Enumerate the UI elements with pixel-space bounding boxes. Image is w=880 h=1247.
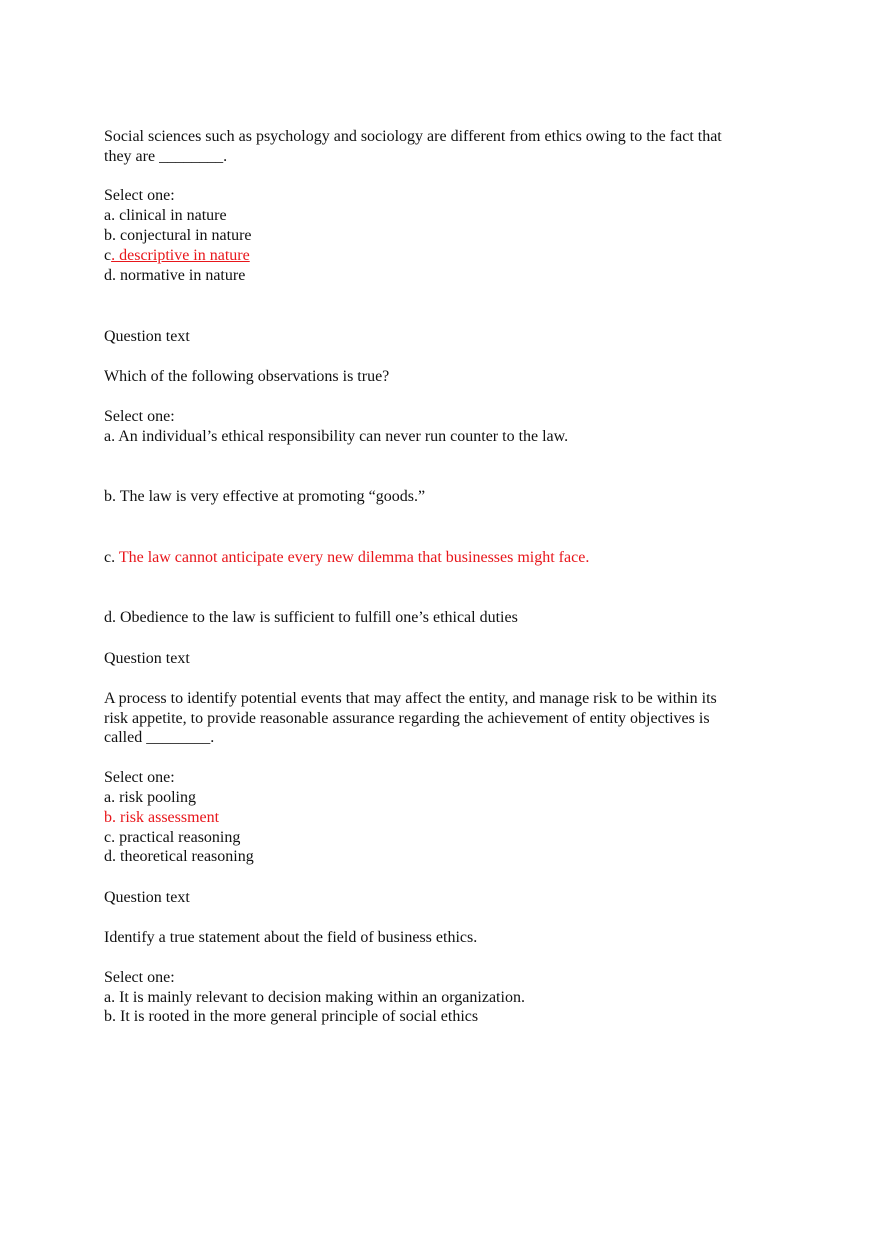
q2-stem: Which of the following observations is true? xyxy=(104,368,390,385)
q4-option-a: a. It is mainly relevant to decision making within an organization. xyxy=(104,989,525,1006)
q1-option-b: b. conjectural in nature xyxy=(104,227,252,244)
q3-stem-line-2: risk appetite, to provide reasonable assurance regarding the achievement of entity objectives is xyxy=(104,710,710,727)
q1-option-c-answer: . descriptive in nature xyxy=(111,247,250,264)
q2-option-c xyxy=(104,548,589,568)
q2-option-c-answer: The law cannot anticipate every new dilemma that businesses might face. xyxy=(118,549,590,566)
q3-select-one: Select one: xyxy=(104,769,175,786)
q1-option-a: a. clinical in nature xyxy=(104,207,227,224)
q2-option-d: d. Obedience to the law is sufficient to fulfill one’s ethical duties xyxy=(104,609,518,626)
q1-option-c-prefix: c xyxy=(104,247,112,264)
q4-stem: Identify a true statement about the field of business ethics. xyxy=(104,929,478,946)
q2-option-a: a. An individual’s ethical responsibility can never run counter to the law. xyxy=(104,428,569,445)
q2-question-text-label: Question text xyxy=(104,328,190,345)
q1-stem-line-1: Social sciences such as psychology and sociology are different from ethics owing to the fact that xyxy=(104,128,722,145)
q3-option-a: a. risk pooling xyxy=(104,789,196,806)
q2-select-one: Select one: xyxy=(104,408,175,425)
q4-select-one: Select one: xyxy=(104,969,175,986)
q3-stem-line-1: A process to identify potential events that may affect the entity, and manage risk to be within its xyxy=(104,690,717,707)
q1-stem-line-2: they are ________. xyxy=(104,148,228,165)
q2-option-c-prefix: c. xyxy=(104,549,119,566)
q3-option-d: d. theoretical reasoning xyxy=(104,848,254,865)
q3-question-text-label: Question text xyxy=(104,650,190,667)
q3-option-b-answer: b. risk assessment xyxy=(104,809,220,826)
q2-option-b: b. The law is very effective at promoting “goods.” xyxy=(104,488,426,505)
q4-option-b: b. It is rooted in the more general principle of social ethics xyxy=(104,1008,479,1025)
q1-option-c xyxy=(104,246,250,266)
q1-option-d: d. normative in nature xyxy=(104,267,246,284)
q3-stem-line-3: called ________. xyxy=(104,729,215,746)
q1-select-one: Select one: xyxy=(104,187,175,204)
q4-question-text-label: Question text xyxy=(104,889,190,906)
q3-option-c: c. practical reasoning xyxy=(104,829,241,846)
